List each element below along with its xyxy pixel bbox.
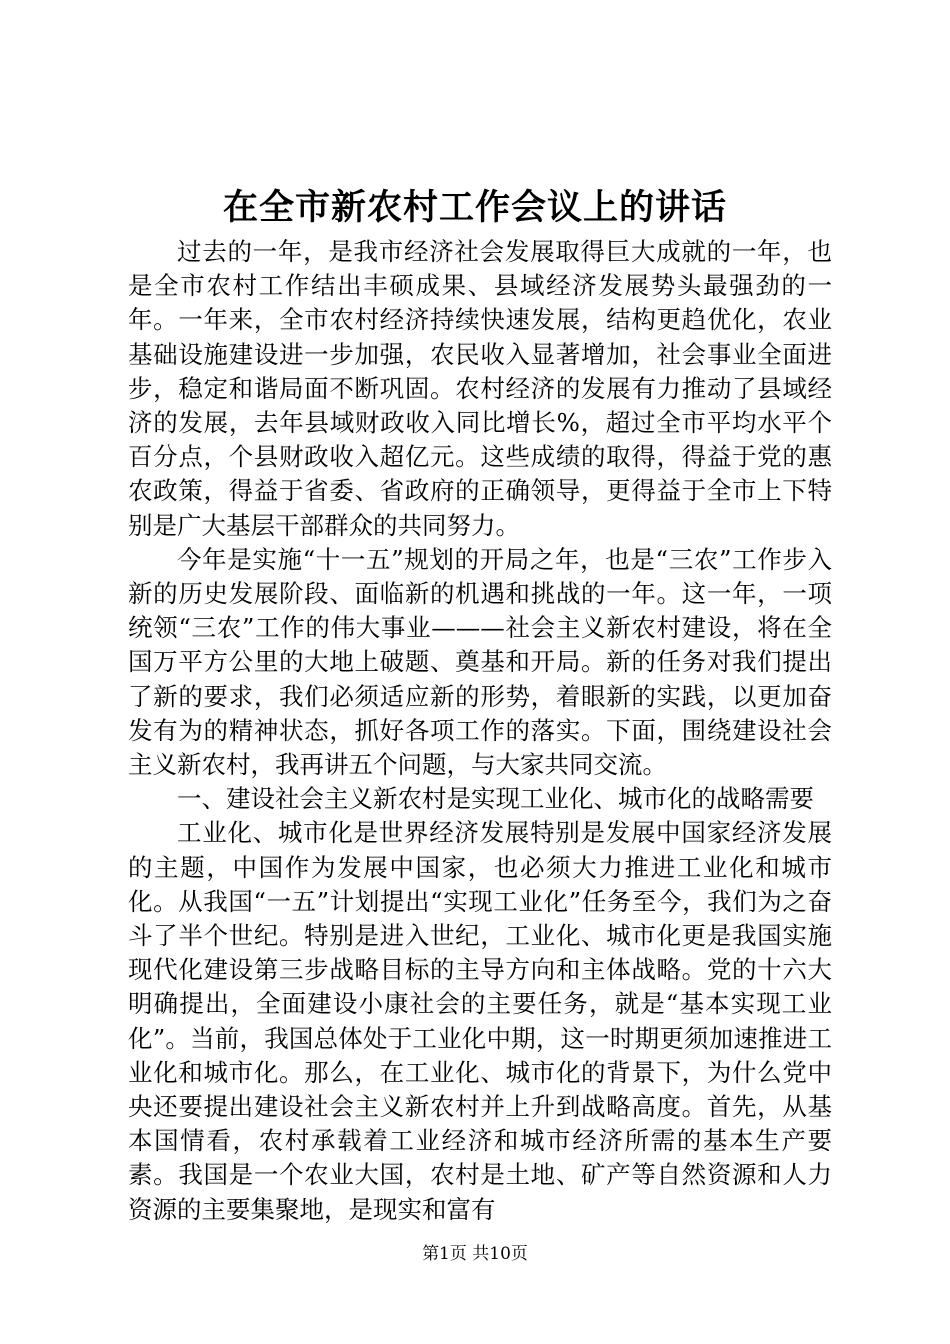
paragraph-2: 今年是实施“十一五”规划的开局之年，也是“三农”工作步入新的历史发展阶段、面临新的机遇和挑战的一年。这一年，一项统领“三农”工作的伟大事业———社会主义新农村建设，将在全国万平方公里的大地上破题、奠基和开局。新的任务对我们提出了新的要求，我们必须适应新的形势，着眼新的实践，以更加奋发有为的精神状态，抓好各项工作的落实。下面，围绕建设社会主义新农村，我再讲五个问题，与大家共同交流。: [128, 544, 832, 780]
document-body: [128, 235, 832, 1227]
paragraph-1: 过去的一年，是我市经济社会发展取得巨大成就的一年，也是全市农村工作结出丰硕成果、县域经济发展势头最强劲的一年。一年来，全市农村经济持续快速发展，结构更趋优化，农业基础设施建设进一步加强，农民收入显著增加，社会事业全面进步，稳定和谐局面不断巩固。农村经济的发展有力推动了县域经济的发展，去年县域财政收入同比增长%，超过全市平均水平个百分点，个县财政收入超亿元。这些成绩的取得，得益于党的惠农政策，得益于省委、省政府的正确领导，更得益于全市上下特别是广大基层干部群众的共同努力。: [128, 237, 832, 540]
page-title: 在全市新农村工作会议上的讲话: [222, 187, 727, 228]
section-paragraph: 工业化、城市化是世界经济发展特别是发展中国家经济发展的主题，中国作为发展中国家，也必须大力推进工业化和城市化。从我国“一五”计划提出“实现工业化”任务至今，我们为之奋斗了半个世纪。特别是进入世纪，工业化、城市化更是我国实施现代化建设第三步战略目标的主导方向和主体战略。党的十六大明确提出，全面建设小康社会的主要任务，就是“基本实现工业化”。当前，我国总体处于工业化中期，这一时期更须加速推进工业化和城市化。那么，在工业化、城市化的背景下，为什么党中央还要提出建设社会主义新农村并上升到战略高度。首先，从基本国情看，农村承载着工业经济和城市经济所需的基本生产要素。我国是一个农业大国，农村是土地、矿产等自然资源和人力资源的主要集聚地，是现实和富有: [128, 818, 832, 1224]
page-footer: 第1页 共10页: [422, 1244, 528, 1264]
section-heading: 一、建设社会主义新农村是实现工业化、城市化的战略需要: [177, 784, 814, 814]
